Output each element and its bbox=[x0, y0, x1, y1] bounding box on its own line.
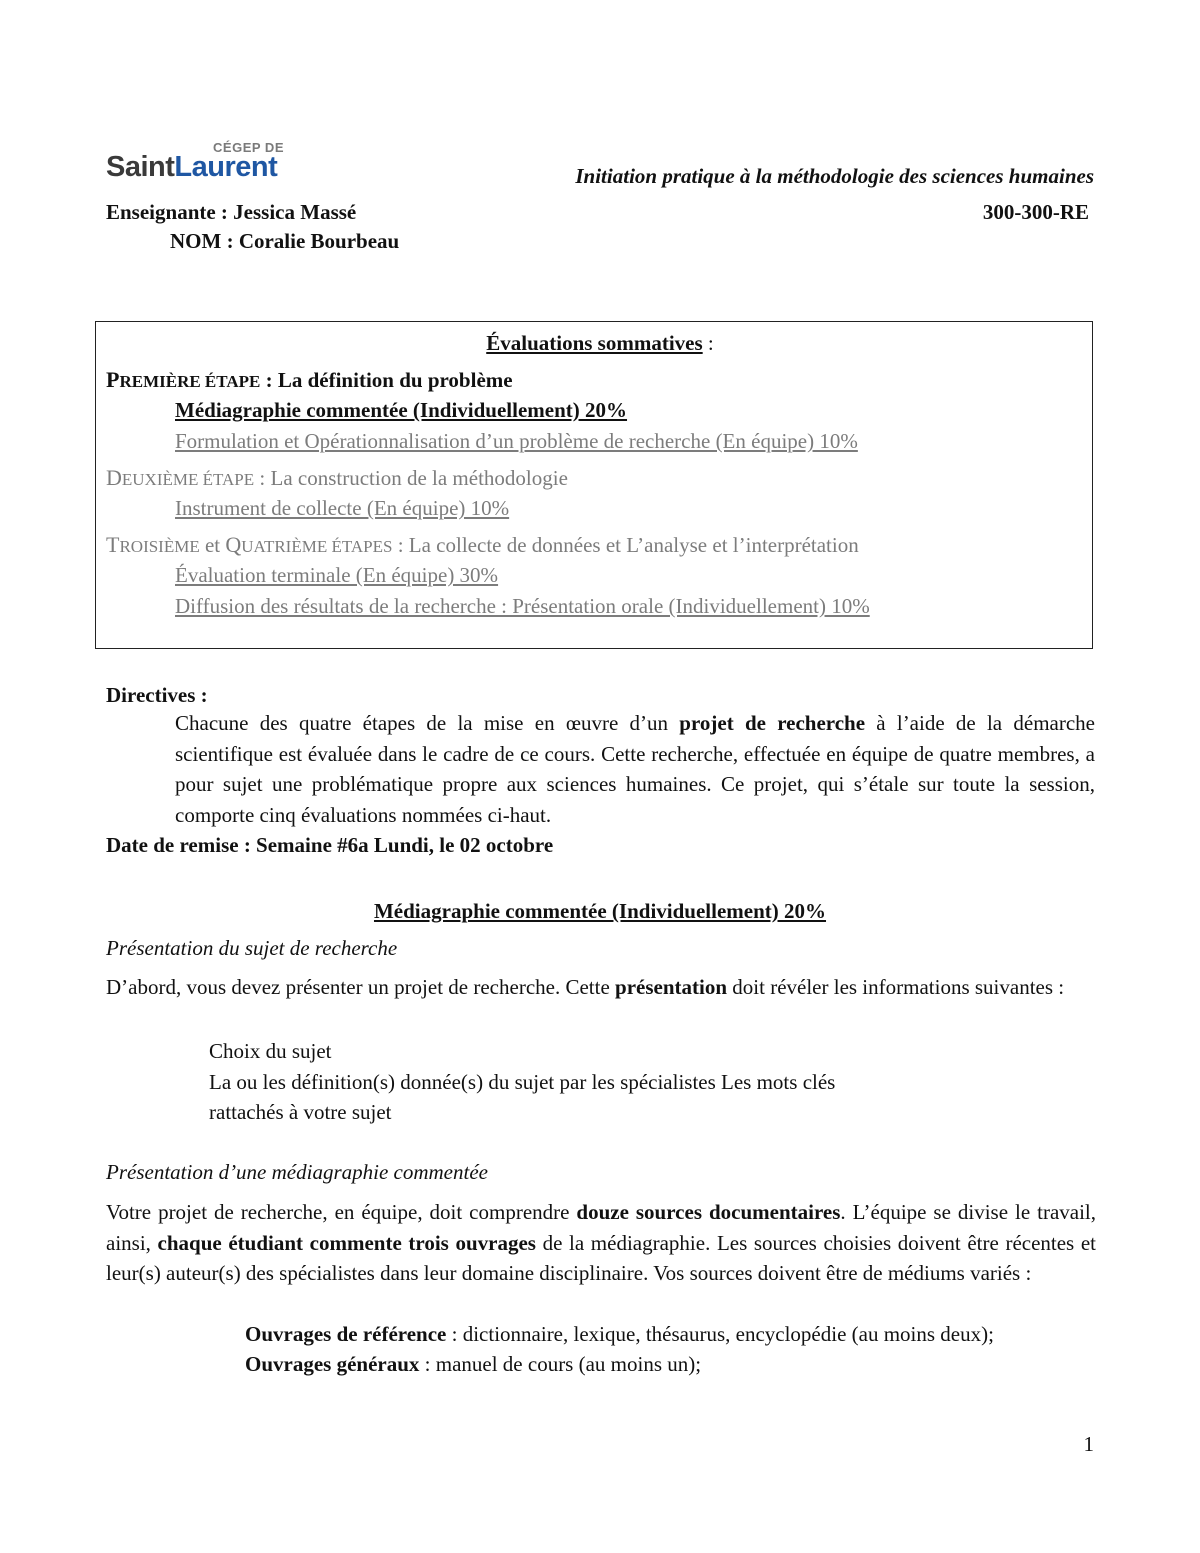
logo-cegep-text: CÉGEP DE bbox=[213, 140, 284, 155]
student-name: NOM : Coralie Bourbeau bbox=[170, 229, 400, 253]
cegep-logo bbox=[106, 140, 296, 185]
step3-item-evaluation: Évaluation terminale (En équipe) 30% bbox=[175, 563, 499, 587]
subheading-mediagraphie: Présentation d’une médiagraphie commentée bbox=[106, 1160, 488, 1184]
subheading-subject: Présentation du sujet de recherche bbox=[106, 936, 398, 960]
course-code: 300-300-RE bbox=[982, 200, 1089, 224]
step3-heading: TROISIÈME et QUATRIÈME ÉTAPES : La collecte de données et L’analyse et l’interprétation bbox=[106, 532, 859, 557]
due-date: Date de remise : Semaine #6a Lundi, le 02 octobre bbox=[106, 833, 554, 857]
directives-paragraph: Chacune des quatre étapes de la mise en œuvre d’un projet de recherche à l’aide de la démarche scientifique est évaluée dans le cadre de ce cours. Cette recherche, effectuée en équipe de quatre membres, a pour sujet une problématique propre aux sciences humaines. Ce projet, qui s’étale sur toute la session, comporte cinq évaluations nommées ci-haut. bbox=[175, 711, 1095, 827]
bullet-choix-sujet: Choix du sujet bbox=[209, 1039, 332, 1063]
page-number: 1 bbox=[1083, 1432, 1094, 1456]
source-general-works: Ouvrages généraux : manuel de cours (au moins un); bbox=[245, 1352, 702, 1376]
bullet-definitions-continued: rattachés à votre sujet bbox=[209, 1100, 392, 1124]
source-reference-works: Ouvrages de référence : dictionnaire, lexique, thésaurus, encyclopédie (au moins deux); bbox=[245, 1322, 994, 1346]
evaluations-title-line: Évaluations sommatives : bbox=[486, 331, 714, 355]
step3-item-diffusion: Diffusion des résultats de la recherche : Présentation orale (Individuellement) 10% bbox=[175, 594, 870, 618]
step1-item-mediagraphie: Médiagraphie commentée (Individuellement) 20% bbox=[175, 398, 628, 422]
logo-wordmark: SaintLaurent bbox=[106, 151, 278, 183]
mediagraphie-paragraph: Votre projet de recherche, en équipe, doit comprendre douze sources documentaires. L’équipe se divise le travail, ainsi, chaque étudiant commente trois ouvrages de la médiagraphie. Les sources choisies doivent être récentes et leur(s) auteur(s) des spécialistes dans leur domaine disciplinaire. Vos sources doivent être de médiums variés : bbox=[106, 1200, 1097, 1285]
subject-paragraph: D’abord, vous devez présenter un projet de recherche. Cette présentation doit révéler les informations suivantes : bbox=[106, 975, 1065, 999]
course-title: Initiation pratique à la méthodologie des sciences humaines bbox=[575, 164, 1094, 188]
teacher-name: Enseignante : Jessica Massé bbox=[106, 200, 357, 224]
step2-item-instrument: Instrument de collecte (En équipe) 10% bbox=[175, 496, 510, 520]
step2-heading: DEUXIÈME ÉTAPE : La construction de la méthodologie bbox=[106, 465, 568, 490]
step1-heading: PREMIÈRE ÉTAPE : La définition du problème bbox=[106, 367, 513, 392]
step1-item-formulation: Formulation et Opérationnalisation d’un problème de recherche (En équipe) 10% bbox=[175, 429, 858, 453]
directives-heading: Directives : bbox=[106, 683, 208, 707]
mediagraphie-heading: Médiagraphie commentée (Individuellement) 20% bbox=[373, 899, 827, 923]
bullet-definitions: La ou les définition(s) donnée(s) du sujet par les spécialistes Les mots clés bbox=[209, 1070, 836, 1094]
evaluations-title: Évaluations sommatives bbox=[486, 331, 703, 355]
